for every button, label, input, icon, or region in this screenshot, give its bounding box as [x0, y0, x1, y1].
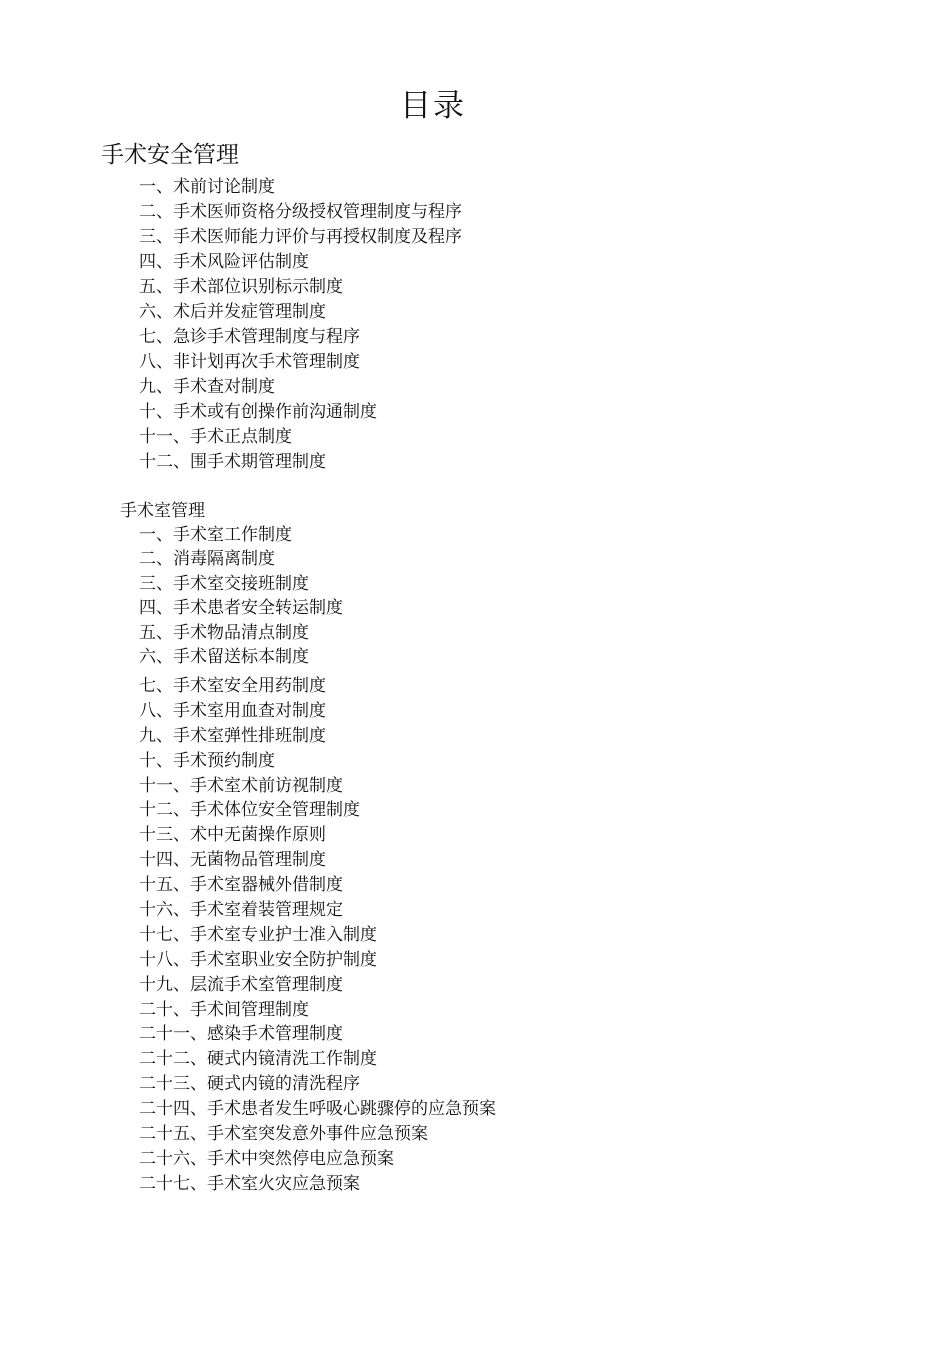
toc-item: 十二、手术体位安全管理制度: [139, 800, 360, 821]
toc-item: 十二、围手术期管理制度: [139, 452, 326, 472]
toc-item: 一、手术室工作制度: [139, 525, 292, 545]
toc-title: 目录: [400, 88, 466, 124]
toc-item: 十一、手术室术前访视制度: [139, 775, 343, 796]
toc-item: 八、非计划再次手术管理制度: [139, 352, 360, 372]
toc-item: 二、手术医师资格分级授权管理制度与程序: [139, 202, 462, 222]
toc-item: 四、手术患者安全转运制度: [139, 598, 343, 619]
toc-item: 二十四、手术患者发生呼吸心跳骤停的应急预案: [139, 1099, 496, 1120]
toc-item: 十三、术中无菌操作原则: [139, 825, 326, 846]
toc-item: 二十二、硬式内镜清洗工作制度: [139, 1049, 377, 1070]
section-heading-surgical-safety: 手术安全管理: [101, 142, 239, 168]
toc-item: 六、手术留送标本制度: [139, 646, 309, 667]
toc-item: 二十七、手术室火灾应急预案: [139, 1173, 360, 1194]
toc-item: 十、手术或有创操作前沟通制度: [139, 402, 377, 422]
toc-list-operating-room-part-1: [139, 523, 343, 669]
toc-item: 五、手术部位识别标示制度: [139, 277, 343, 297]
section-heading-operating-room: 手术室管理: [120, 501, 205, 521]
toc-item: 十七、手术室专业护士准入制度: [139, 924, 377, 945]
toc-item: 四、手术风险评估制度: [139, 252, 309, 272]
toc-item: 二、消毒隔离制度: [139, 549, 275, 570]
toc-item: 九、手术室弹性排班制度: [139, 725, 326, 746]
toc-item: 八、手术室用血查对制度: [139, 700, 326, 721]
toc-item: 一、术前讨论制度: [139, 177, 275, 197]
toc-item: 二十五、手术室突发意外事件应急预案: [139, 1124, 428, 1145]
toc-list-operating-room-part-2: [139, 674, 496, 1197]
toc-item: 十、手术预约制度: [139, 750, 275, 771]
toc-item: 二十六、手术中突然停电应急预案: [139, 1148, 394, 1169]
toc-item: 七、手术室安全用药制度: [139, 676, 326, 696]
toc-item: 三、手术医师能力评价与再授权制度及程序: [139, 227, 462, 247]
toc-item: 十一、手术正点制度: [139, 427, 292, 447]
toc-item: 九、手术查对制度: [139, 377, 275, 397]
toc-item: 七、急诊手术管理制度与程序: [139, 327, 360, 347]
toc-item: 二十一、感染手术管理制度: [139, 1024, 343, 1045]
toc-item: 二十、手术间管理制度: [139, 999, 309, 1020]
toc-item: 六、术后并发症管理制度: [139, 302, 326, 322]
toc-item: 十四、无菌物品管理制度: [139, 850, 326, 871]
toc-item: 三、手术室交接班制度: [139, 573, 309, 594]
toc-item: 十六、手术室着装管理规定: [139, 900, 343, 921]
toc-list-surgical-safety: [139, 175, 462, 475]
toc-item: 十八、手术室职业安全防护制度: [139, 949, 377, 970]
toc-item: 五、手术物品清点制度: [139, 622, 309, 643]
toc-item: 二十三、硬式内镜的清洗程序: [139, 1074, 360, 1095]
toc-item: 十九、层流手术室管理制度: [139, 974, 343, 995]
toc-item: 十五、手术室器械外借制度: [139, 875, 343, 896]
